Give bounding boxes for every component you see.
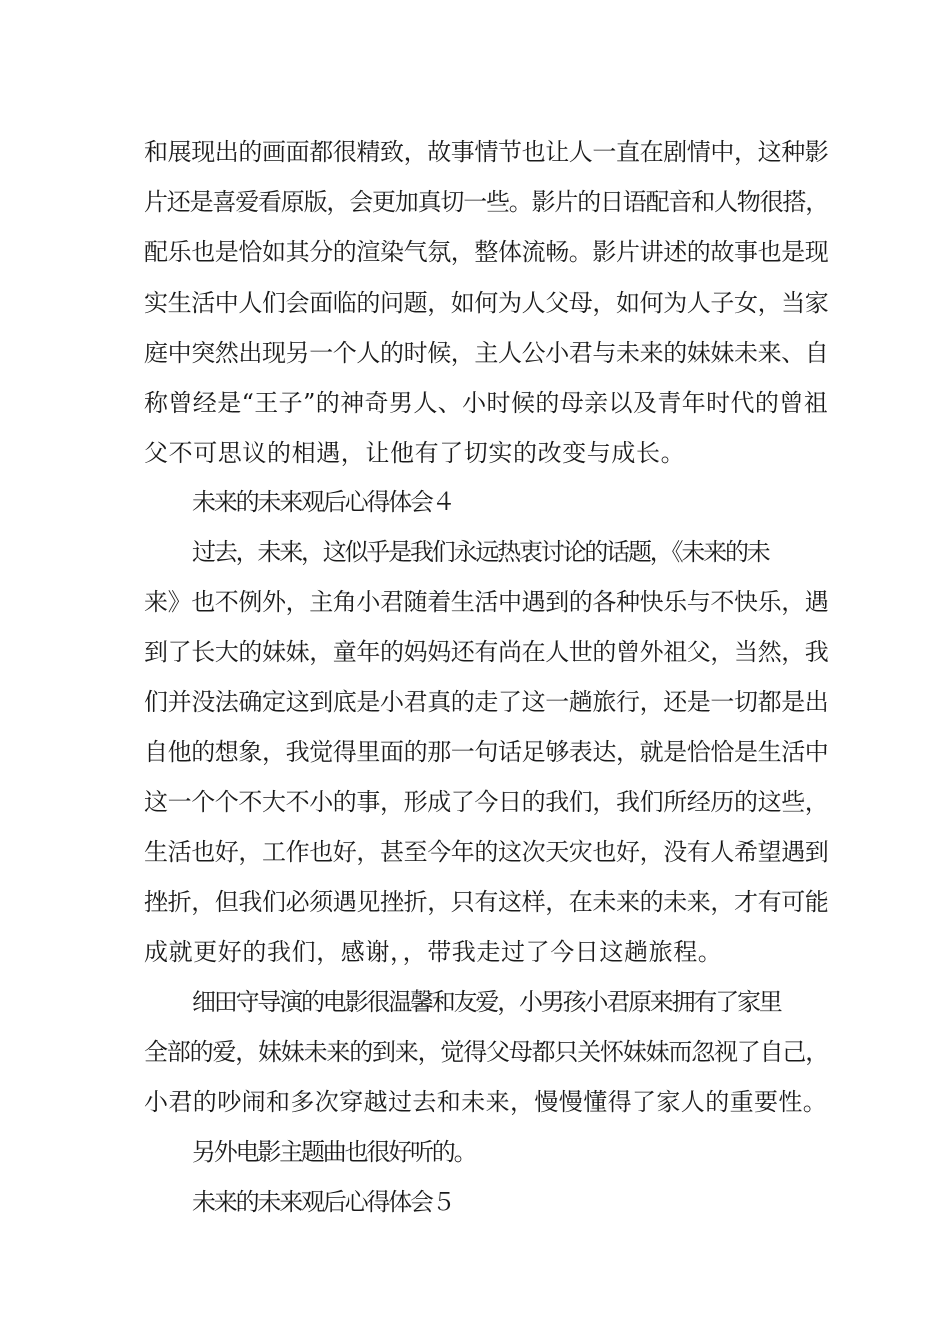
paragraph-line: 来》也不例外，主角小君随着生活中遇到的各种快乐与不快乐，遇 [144,588,829,616]
paragraph-line: 片还是喜爱看原版，会更加真切一些。影片的日语配音和人物很搭， [144,188,828,216]
paragraph-line: 另外电影主题曲也很好听的。 [192,1138,476,1166]
paragraph-line: 生活也好，工作也好，甚至今年的这次天灾也好，没有人希望遇到 [144,838,829,866]
paragraph-line: 和展现出的画面都很精致，故事情节也让人一直在剧情中，这种影 [144,138,829,166]
paragraph-line: 挫折，但我们必须遇见挫折，只有这样，在未来的未来，才有可能 [144,888,829,916]
paragraph-line: 父不可思议的相遇，让他有了切实的改变与成长。 [144,439,686,467]
paragraph-line: 到了长大的妹妹，童年的妈妈还有尚在人世的曾外祖父，当然，我 [144,638,829,666]
paragraph-line: 小君的吵闹和多次穿越过去和未来，慢慢懂得了家人的重要性。 [144,1088,828,1116]
paragraph-line: 成就更好的我们，感谢，，带我走过了今日这趟旅程。 [144,938,723,966]
paragraph-line: 配乐也是恰如其分的渲染气氛，整体流畅。影片讲述的故事也是现 [144,238,829,266]
paragraph-line: 自他的想象，我觉得里面的那一句话足够表达，就是恰恰是生活中 [144,738,829,766]
paragraph-line: 庭中突然出现另一个人的时候，主人公小君与未来的妹妹未来、自 [144,339,829,367]
paragraph-line: 过去，未来，这似乎是我们永远热衷讨论的话题，《未来的未 [192,538,769,566]
paragraph-line: 细田守导演的电影很温馨和友爱，小男孩小君原来拥有了家里 [192,988,781,1016]
paragraph-line: 全部的爱，妹妹未来的到来，觉得父母都只关怀妹妹而忽视了自己， [144,1038,828,1066]
paragraph-line: 们并没法确定这到底是小君真的走了这一趟旅行，还是一切都是出 [144,688,829,716]
paragraph-line: 实生活中人们会面临的问题，如何为人父母，如何为人子女，当家 [144,289,829,317]
paragraph-line: 称曾经是“王子”的神奇男人、小时候的母亲以及青年时代的曾祖 [144,389,829,417]
section-heading: 未来的未来观后心得体会４ [192,488,454,516]
paragraph-line: 这一个个不大不小的事，形成了今日的我们，我们所经历的这些， [144,788,829,816]
section-heading: 未来的未来观后心得体会５ [192,1188,454,1216]
